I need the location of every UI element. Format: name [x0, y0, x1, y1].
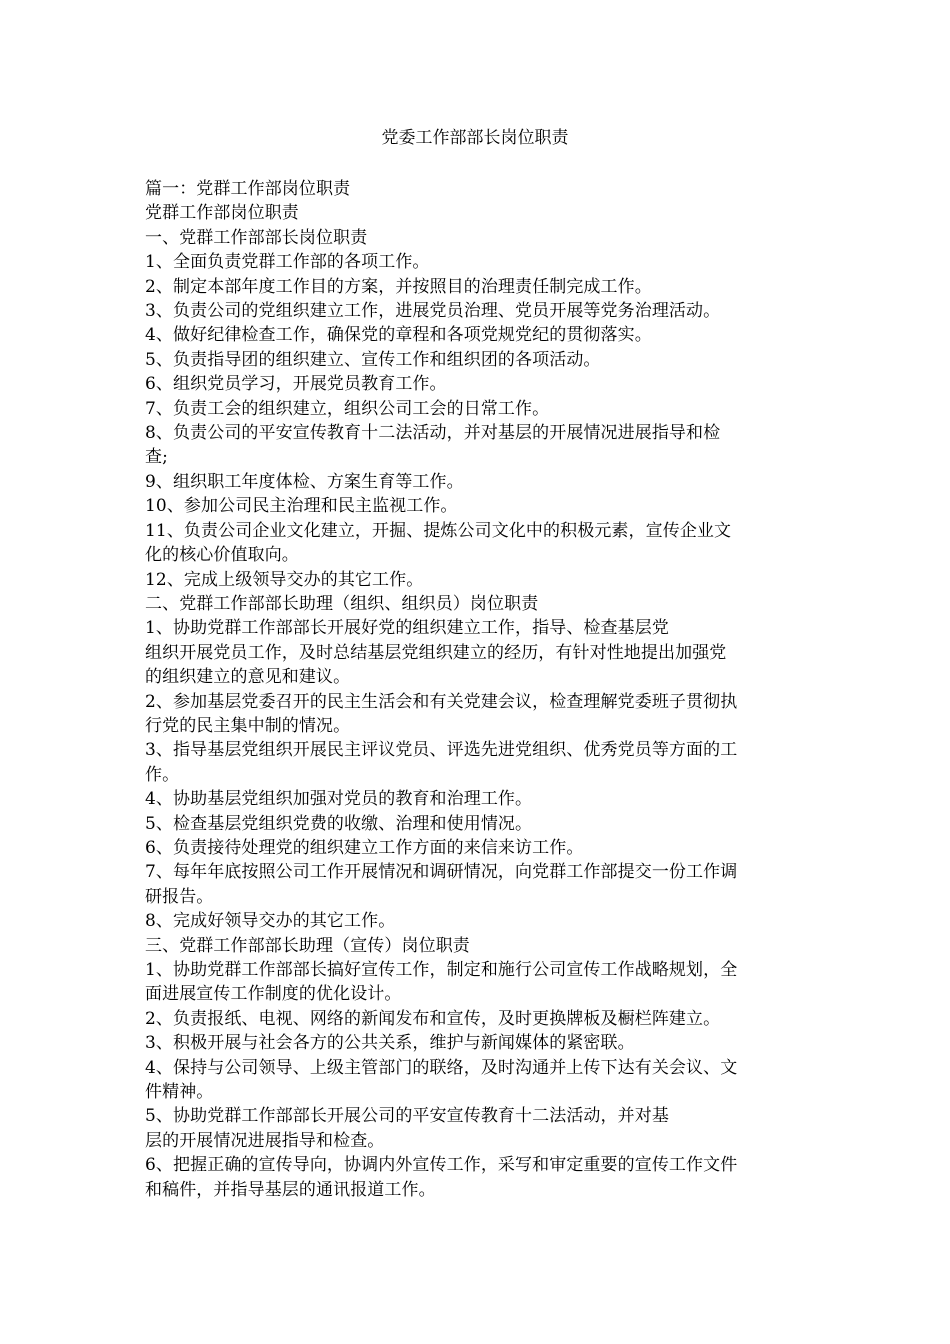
text-line: 件精神。: [145, 1082, 214, 1103]
text-line: 4、保持与公司领导、上级主管部门的联络，及时沟通并上传下达有关会议、文: [145, 1057, 738, 1078]
text-line: 6、组织党员学习，开展党员教育工作。: [145, 374, 447, 395]
text-line: 查;: [145, 447, 168, 468]
text-line: 1、全面负责党群工作部的各项工作。: [145, 252, 430, 273]
text-line: 7、每年年底按照公司工作开展情况和调研情况，向党群工作部提交一份工作调: [145, 862, 738, 883]
text-line: 2、负责报纸、电视、网络的新闻发布和宣传，及时更换牌板及橱栏阵建立。: [145, 1008, 721, 1029]
document-body: [145, 177, 813, 1202]
text-line: 4、做好纪律检查工作，确保党的章程和各项党规党纪的贯彻落实。: [145, 325, 652, 346]
text-line: 6、负责接待处理党的组织建立工作方面的来信来访工作。: [145, 837, 584, 858]
text-line: 3、负责公司的党组织建立工作，进展党员治理、党员开展等党务治理活动。: [145, 301, 721, 322]
text-line: 5、协助党群工作部部长开展公司的平安宣传教育十二法活动，并对基: [145, 1106, 669, 1127]
text-line: 8、完成好领导交办的其它工作。: [145, 911, 396, 932]
text-line: 组织开展党员工作，及时总结基层党组织建立的经历，有针对性地提出加强党: [145, 642, 727, 663]
text-line: 三、党群工作部部长助理（宣传）岗位职责: [145, 935, 470, 956]
text-line: 10、参加公司民主治理和民主监视工作。: [145, 496, 458, 517]
text-line: 层的开展情况进展指导和检查。: [145, 1130, 385, 1151]
text-line: 行党的民主集中制的情况。: [145, 715, 351, 736]
text-line: 2、参加基层党委召开的民主生活会和有关党建会议，检查理解党委班子贯彻执: [145, 691, 738, 712]
text-line: 9、组织职工年度体检、方案生育等工作。: [145, 471, 464, 492]
text-line: 3、指导基层党组织开展民主评议党员、评选先进党组织、优秀党员等方面的工: [145, 740, 738, 761]
text-line: 研报告。: [145, 886, 214, 907]
document-title: 党委工作部部长岗位职责: [381, 128, 569, 148]
text-line: 5、负责指导团的组织建立、宣传工作和组织团的各项活动。: [145, 349, 601, 370]
text-line: 4、协助基层党组织加强对党员的教育和治理工作。: [145, 789, 533, 810]
text-line: 11、负责公司企业文化建立，开掘、提炼公司文化中的积极元素，宣传企业文: [145, 520, 732, 541]
text-line: 化的核心价值取向。: [145, 545, 299, 566]
text-line: 5、检查基层党组织党费的收缴、治理和使用情况。: [145, 813, 533, 834]
text-line: 3、积极开展与社会各方的公共关系，维护与新闻媒体的紧密联。: [145, 1033, 635, 1054]
text-line: 1、协助党群工作部部长开展好党的组织建立工作，指导、检查基层党: [145, 618, 669, 639]
text-line: 一、党群工作部部长岗位职责: [145, 227, 368, 248]
text-line: 作。: [145, 764, 180, 785]
text-line: 2、制定本部年度工作目的方案，并按照目的治理责任制完成工作。: [145, 276, 652, 297]
text-line: 和稿件，并指导基层的通讯报道工作。: [145, 1179, 436, 1200]
text-line: 7、负责工会的组织建立，组织公司工会的日常工作。: [145, 398, 550, 419]
text-line: 的组织建立的意见和建议。: [145, 667, 351, 688]
text-line: 1、协助党群工作部部长搞好宣传工作，制定和施行公司宣传工作战略规划，全: [145, 960, 738, 980]
text-line: 二、党群工作部部长助理（组织、组织员）岗位职责: [145, 593, 539, 614]
text-line: 篇一：党群工作部岗位职责: [145, 179, 351, 199]
text-line: 6、把握正确的宣传导向，协调内外宣传工作，采写和审定重要的宣传工作文件: [145, 1155, 738, 1176]
text-line: 面进展宣传工作制度的优化设计。: [145, 984, 402, 1005]
text-line: 8、负责公司的平安宣传教育十二法活动，并对基层的开展情况进展指导和检: [145, 423, 721, 444]
text-line: 党群工作部岗位职责: [145, 203, 299, 224]
text-line: 12、完成上级领导交办的其它工作。: [145, 569, 424, 590]
